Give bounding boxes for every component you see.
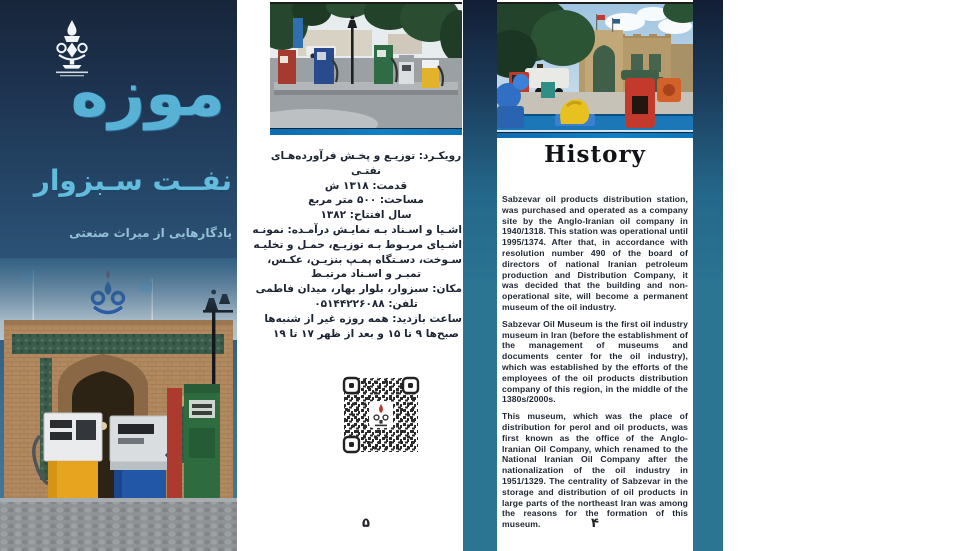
page-4 xyxy=(497,0,693,551)
photo-accent-bar xyxy=(497,132,693,138)
cover-title-decorative: موزه xyxy=(70,57,225,131)
pump-dark-blue xyxy=(314,48,337,84)
history-paragraph: Sabzevar Oil Museum is the first oil industry museum in Iran (before the establishment of the management of museums and documents center for the oil industry), which was established by the efforts of the employees of the oil products distribution company of this region, in the middle of the 1380s/2000s. xyxy=(502,318,688,405)
brochure-cover xyxy=(0,0,237,551)
info-line: ساعت بازدید: همه روزه غیر از شنبه‌ها xyxy=(264,312,462,325)
history-paragraph: This museum, which was the place of distribution for perol and oil products, was first known as the office of the Anglo-Iranian Oil Company, which renamed to the National Iranian Oil Company after the nationalization of the oil industry in 1951/1329. The centrality of Sabzevar in the storage and distribution of oil products in large parts of the northeast Iran was among the reasons for the formation of this museum. xyxy=(502,411,688,530)
page-5 xyxy=(252,0,462,551)
info-line: اشـیا و اسـناد بـه نمایـش درآمـده: نمونـه xyxy=(252,223,462,236)
red-cylinder-stove xyxy=(621,70,659,128)
page-number: ۴ xyxy=(591,516,599,531)
cover-museum-photo xyxy=(0,258,237,551)
info-line: قدمت: ۱۳۱۸ ش xyxy=(324,179,408,192)
info-line: مساحت: ۵۰۰ متر مربع xyxy=(308,194,424,207)
history-paragraphs xyxy=(497,194,693,536)
qr-center-torch-logo xyxy=(369,401,393,428)
page-spine-edge xyxy=(693,0,723,551)
history-heading: History xyxy=(544,141,646,168)
cover-subtitle: یادگارهایی از میراث صنعتی xyxy=(69,226,232,240)
pump-white xyxy=(399,55,414,84)
pump-red-cabinet xyxy=(278,50,296,84)
blue-sign xyxy=(293,18,303,48)
page-number: ۵ xyxy=(362,516,370,531)
info-line: سـوخت، دسـتگاه پمـپ بنزیـن، عکـس، xyxy=(267,253,462,266)
orange-equipment xyxy=(657,78,681,102)
page-spine-divider xyxy=(463,0,497,551)
info-line: تمبـر و اسـناد مرتبـط xyxy=(310,268,422,281)
info-line: صبح‌ها ۹ تا ۱۵ و بعد از ظهر ۱۷ تا ۱۹ xyxy=(273,327,459,340)
info-line: تلفن: ۰۵۱۴۴۲۲۶۰۸۸ xyxy=(314,297,418,310)
info-line: رویکـرد: توزیـع و پخـش فرآورده‌هـای xyxy=(270,150,462,162)
cover-title: نفــت سـبزوار xyxy=(33,164,232,197)
history-paragraph: Sabzevar oil products distribution station, was purchased and operated as a company site by the Anglo-Iranian oil company in 1940/1318. This station was operational until 1995/1374. After that, in accordance with resolution number 490 of the board of directors of national Iranian petroleum production and Distribution Company, it was decided that the building and non-operational site, will become a permanent museum of the oil industry. xyxy=(502,194,688,312)
info-line: سال افتتاح: ۱۳۸۲ xyxy=(320,209,412,222)
info-line: نفتـی xyxy=(351,164,381,177)
museum-info-block xyxy=(252,149,462,341)
teal-box xyxy=(541,82,555,98)
photo-accent-bar xyxy=(270,128,462,135)
qr-code-icon xyxy=(340,374,422,456)
fuel-pump-row-photo xyxy=(270,2,462,128)
info-line: مکان: سبزوار، بلوار بهار، میدان فاطمی xyxy=(255,283,462,296)
museum-courtyard-photo xyxy=(497,2,693,132)
info-line: اشـیای مربـوط بـه توزیـع، حمـل و تخلیـه xyxy=(253,238,462,251)
